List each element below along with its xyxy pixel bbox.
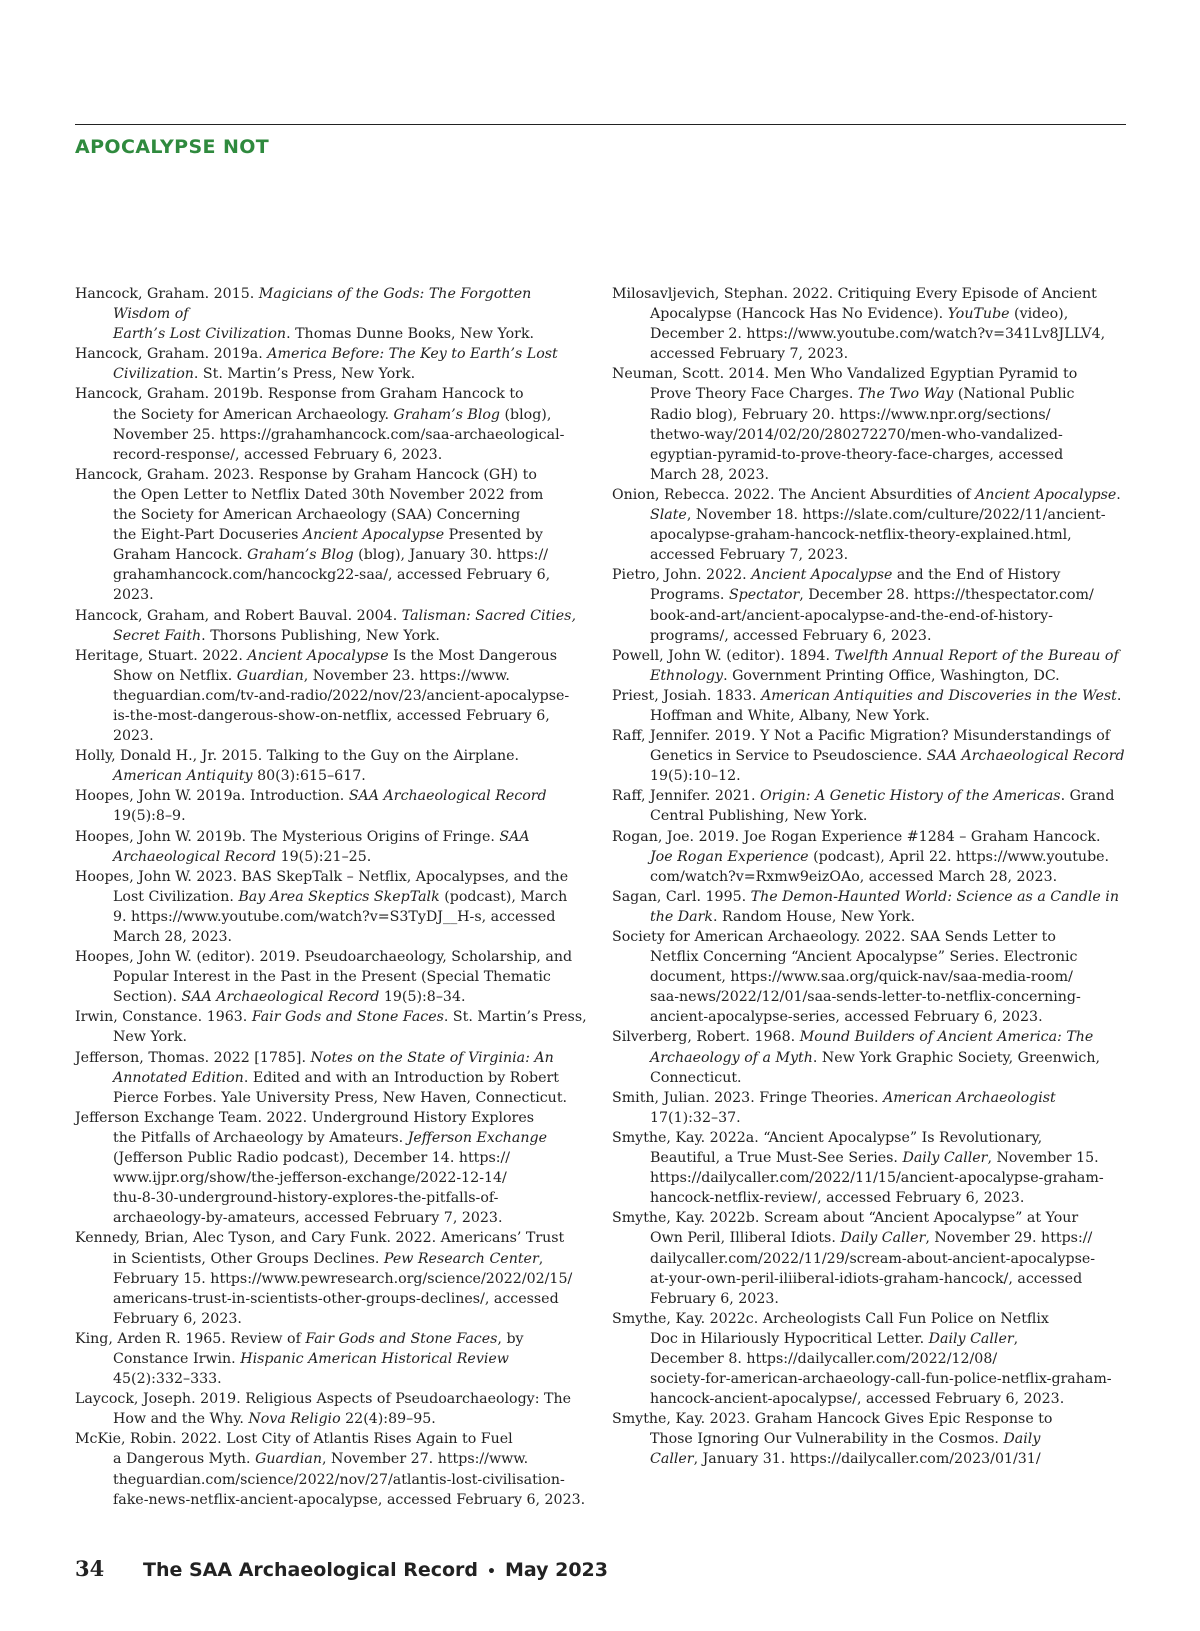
reference-title: SAA Archaeological Record <box>113 828 530 865</box>
reference-title: Bay Area Skeptics SkepTalk <box>238 888 440 905</box>
reference-text: Smith, Julian. 2023. Fringe Theories. <box>612 1089 884 1106</box>
reference-text: Hoopes, John W. 2019a. Introduction. <box>75 788 349 805</box>
reference-title: Ancient Apocalypse <box>975 486 1117 503</box>
reference-text: . St. Martin’s Press, New York. <box>193 366 416 383</box>
reference-text: 22(4):89–95. <box>340 1411 436 1428</box>
reference-text: , December 8. https://dailycaller.com/2022/12/08/ society-for-american-archaeology-call-fun-police-netflix-graham- hancock-ancient-apocalypse/, accessed February 6, 2023. <box>650 1330 1112 1408</box>
reference-text: Holly, Donald H., Jr. 2015. Talking to the Guy on the Airplane. <box>75 748 520 765</box>
reference-title: Guardian <box>255 1451 323 1468</box>
reference-title: American Antiquities and Discoveries in the West <box>761 687 1117 704</box>
reference-title: America Before: The Key to Earth’s Lost Civilization <box>113 346 558 383</box>
reference-text: (podcast), April 22. https://www.youtube. com/watch?v=Rxmw9eizOAo, accessed March 28, 2023. <box>650 848 1110 885</box>
reference-text: Onion, Rebecca. 2022. The Ancient Absurdities of <box>612 486 976 503</box>
reference-title: Joe Rogan Experience <box>650 848 809 865</box>
reference-text: Heritage, Stuart. 2022. <box>75 647 248 664</box>
reference-text: . Hoffman and White, Albany, New York. <box>650 687 1122 724</box>
reference-text: 19(5):8–9. <box>113 808 186 825</box>
reference-entry <box>75 1429 590 1509</box>
reference-title: Notes on the State of Virginia: An Annotated Edition <box>113 1049 554 1086</box>
reference-text: , February 15. https://www.pewresearch.org/science/2022/02/15/ americans-trust-in-scientists-other-groups-declines/, accessed February 6, 2023. <box>113 1250 573 1327</box>
reference-title: Guardian <box>236 667 304 684</box>
reference-entry <box>612 565 1134 645</box>
reference-entry <box>612 927 1134 1027</box>
section-title: APOCALYPSE NOT <box>75 136 270 158</box>
reference-title: SAA Archaeological Record <box>926 748 1125 765</box>
publication-title: The SAA Archaeological Record <box>143 1559 479 1581</box>
reference-text: Smythe, Kay. 2022b. Scream about “Ancient Apocalypse” at Your Own Peril, Illiberal Idiots. <box>612 1210 1079 1247</box>
reference-text: and the End of History Programs. <box>650 567 1061 604</box>
reference-text: Smythe, Kay. 2023. Graham Hancock Gives Epic Response to Those Ignoring Our Vulnerability in the Cosmos. <box>612 1411 1053 1448</box>
reference-entry <box>75 1108 590 1229</box>
reference-entry <box>612 1208 1134 1308</box>
reference-entry <box>75 786 590 826</box>
reference-text: (blog), January 30. https:// grahamhancock.com/hancockg22-saa/, accessed February 6, 2023. <box>113 547 551 604</box>
reference-entry <box>75 1007 590 1047</box>
reference-title: Origin: A Genetic History of the Americas <box>759 788 1061 805</box>
reference-title: Twelfth Annual Report of the Bureau of Ethnology <box>650 647 1119 684</box>
reference-title: Pew Research Center <box>383 1250 539 1267</box>
reference-entry <box>75 384 590 464</box>
reference-entry <box>612 1409 1134 1469</box>
reference-text: McKie, Robin. 2022. Lost City of Atlantis Rises Again to Fuel a Dangerous Myth. <box>75 1431 513 1468</box>
reference-entry <box>612 284 1134 364</box>
reference-entry <box>612 786 1134 826</box>
reference-text: Hoopes, John W. 2023. BAS SkepTalk – Netflix, Apocalypses, and the Lost Civilization. <box>75 868 569 905</box>
reference-text: Pietro, John. 2022. <box>612 567 752 584</box>
reference-text: Irwin, Constance. 1963. <box>75 1009 252 1026</box>
reference-title: American Antiquity <box>113 768 253 785</box>
reference-entry <box>612 686 1134 726</box>
reference-text: , November 23. https://www. theguardian.com/tv-and-radio/2022/nov/23/ancient-apocalypse- is-the-most-dangerous-show-on-netflix, accessed February 6, 2023. <box>113 667 570 745</box>
reference-text: Hancock, Graham. 2019a. <box>75 346 268 363</box>
reference-entry <box>75 867 590 947</box>
reference-entry <box>75 1228 590 1328</box>
reference-title: The Demon-Haunted World: Science as a Candle in the Dark <box>650 888 1119 925</box>
reference-entry <box>612 485 1134 565</box>
reference-text: Raff, Jennifer. 2021. <box>612 788 760 805</box>
reference-text: (podcast), March 9. https://www.youtube.com/watch?v=S3TyDJ__H-s, accessed March 28, 2023. <box>113 888 568 945</box>
reference-text: 19(5):8–34. <box>379 989 466 1006</box>
reference-text: 17(1):32–37. <box>650 1109 741 1126</box>
reference-entry <box>75 646 590 746</box>
reference-text: , November 29. https:// dailycaller.com/2022/11/29/scream-about-ancient-apocalypse- at-your-own-peril-iliiberal-idiots-graham-hancock/, accessed February 6, 2023. <box>650 1230 1096 1307</box>
reference-text: , November 15. https://dailycaller.com/2022/11/15/ancient-apocalypse-graham- hancock-netflix-review/, accessed February 6, 2023. <box>650 1150 1104 1207</box>
reference-title: Fair Gods and Stone Faces <box>251 1009 444 1026</box>
references-left-column <box>75 284 590 1510</box>
reference-entry <box>612 1027 1134 1087</box>
reference-text: 80(3):615–617. <box>252 768 366 785</box>
reference-entry <box>612 646 1134 686</box>
reference-entry <box>612 726 1134 786</box>
reference-text: Jefferson, Thomas. 2022 [1785]. <box>75 1049 311 1066</box>
reference-title: Daily Caller <box>650 1431 1041 1468</box>
reference-text: Hoopes, John W. 2019b. The Mysterious Origins of Fringe. <box>75 828 500 845</box>
reference-text: . New York Graphic Society, Greenwich, Connecticut. <box>650 1049 1101 1086</box>
reference-title: Ancient Apocalypse <box>247 647 389 664</box>
reference-title: Daily Caller <box>928 1330 1014 1347</box>
reference-entry <box>75 1329 590 1389</box>
reference-text: . <box>1116 486 1121 503</box>
page-number: 34 <box>75 1556 105 1581</box>
reference-text: Silverberg, Robert. 1968. <box>612 1029 800 1046</box>
reference-text: (Jefferson Public Radio podcast), December 14. https:// www.ijpr.org/show/the-jefferson-exchange/2022-12-14/ thu-8-30-underground-history-explores-the-pitfalls-of- archaeology-by-amateurs, accessed February 7, 2023. <box>113 1150 511 1227</box>
reference-text: 19(5):10–12. <box>650 768 741 785</box>
reference-entry <box>75 746 590 786</box>
reference-text: Hancock, Graham, and Robert Bauval. 2004. <box>75 607 402 624</box>
reference-title: Daily Caller <box>902 1150 988 1167</box>
reference-text: Milosavljevich, Stephan. 2022. Critiquing Every Episode of Ancient Apocalypse (Hancock Has No Evidence). <box>612 286 1097 323</box>
reference-text: , December 28. https://thespectator.com/ book-and-art/ancient-apocalypse-and-the-end-of-history- programs/, accessed February 6, 2023. <box>650 587 1094 644</box>
reference-title: Graham’s Blog <box>393 406 500 423</box>
reference-entry <box>75 606 590 646</box>
reference-text: Hancock, Graham. 2023. Response by Graham Hancock (GH) to the Open Letter to Netflix Dated 30th November 2022 from the Society for American Archaeology (SAA) Concerning the Eight-Part Docuseries <box>75 466 544 544</box>
reference-text: Neuman, Scott. 2014. Men Who Vandalized Egyptian Pyramid to Prove Theory Face Charges. <box>612 366 1078 403</box>
reference-text: Hancock, Graham. 2019b. Response from Graham Hancock to the Society for American Archaeology. <box>75 386 524 423</box>
reference-title: SAA Archaeological Record <box>348 788 547 805</box>
reference-title: Daily Caller <box>840 1230 926 1247</box>
reference-title: Talisman: Sacred Cities, Secret Faith <box>113 607 576 644</box>
reference-title: SAA Archaeological Record <box>181 989 380 1006</box>
reference-text: (National Public Radio blog), February 20. https://www.npr.org/sections/ thetwo-way/2014/02/20/280272270/men-who-vandalized- egyptian-pyramid-to-prove-theory-face-charges, accessed March 28, 2023. <box>650 386 1075 483</box>
reference-entry <box>75 284 590 344</box>
reference-text: (video), December 2. https://www.youtube.com/watch?v=341Lv8JLLV4, accessed February 7, 2023. <box>650 306 1106 363</box>
reference-title: Slate <box>650 507 687 524</box>
reference-entry <box>612 827 1134 887</box>
reference-title: Graham’s Blog <box>247 547 354 564</box>
reference-title: Hispanic American Historical Review <box>240 1350 509 1367</box>
reference-text: , January 31. https://dailycaller.com/2023/01/31/ <box>693 1451 1041 1468</box>
reference-entry <box>75 1048 590 1108</box>
reference-text: 19(5):21–25. <box>276 848 372 865</box>
issue-date: May 2023 <box>504 1559 608 1581</box>
reference-text: Laycock, Joseph. 2019. Religious Aspects of Pseudoarchaeology: The How and the Why. <box>75 1391 571 1428</box>
reference-text: Is the Most Dangerous Show on Netflix. <box>113 647 557 684</box>
reference-text: Priest, Josiah. 1833. <box>612 687 762 704</box>
reference-text: Smythe, Kay. 2022c. Archeologists Call Fun Police on Netflix Doc in Hilariously Hypocritical Letter. <box>612 1310 1049 1347</box>
reference-title: Jefferson Exchange <box>407 1129 547 1146</box>
reference-entry <box>612 887 1134 927</box>
header-rule <box>75 124 1126 125</box>
reference-text: Kennedy, Brian, Alec Tyson, and Cary Funk. 2022. Americans’ Trust in Scientists, Other Groups Declines. <box>75 1230 565 1267</box>
reference-text: Raff, Jennifer. 2019. Y Not a Pacific Migration? Misunderstandings of Genetics in Service to Pseudoscience. <box>612 728 1111 765</box>
reference-text: Jefferson Exchange Team. 2022. Underground History Explores the Pitfalls of Archaeology by Amateurs. <box>75 1109 534 1146</box>
reference-text: , November 27. https://www. theguardian.com/science/2022/nov/27/atlantis-lost-civilisation- fake-news-netflix-ancient-apocalypse, accessed February 6, 2023. <box>113 1451 586 1508</box>
reference-title: The Two Way <box>857 386 954 403</box>
reference-text: Hoopes, John W. (editor). 2019. Pseudoarchaeology, Scholarship, and Popular Interest in the Past in the Present (Special Thematic Section). <box>75 949 573 1006</box>
reference-title: Ancient Apocalypse <box>302 527 445 544</box>
reference-title: Fair Gods and Stone Faces <box>305 1330 498 1347</box>
reference-text: Rogan, Joe. 2019. Joe Rogan Experience #1284 – Graham Hancock. <box>612 828 1101 845</box>
reference-title: Ancient Apocalypse <box>751 567 893 584</box>
reference-title: YouTube <box>947 306 1010 323</box>
reference-title: American Archaeologist <box>883 1089 1056 1106</box>
reference-text: , by Constance Irwin. <box>113 1330 524 1367</box>
reference-text: . St. Martin’s Press, New York. <box>113 1009 587 1046</box>
reference-text: . Thorsons Publishing, New York. <box>201 627 440 644</box>
reference-entry <box>75 827 590 867</box>
reference-title: Magicians of the Gods: The Forgotten Wisdom of Earth’s Lost Civilization <box>113 286 532 343</box>
reference-text: Powell, John W. (editor). 1894. <box>612 647 835 664</box>
reference-text: Society for American Archaeology. 2022. SAA Sends Letter to Netflix Concerning “Ancient Apocalypse” Series. Electronic document, https://www.saa.org/quick-nav/saa-media-room/ saa-news/2022/12/01/saa-sends-letter-to-netflix-concerning- ancient-apocalypse-series, accessed February 6, 2023. <box>612 929 1081 1026</box>
reference-text: Sagan, Carl. 1995. <box>612 888 751 905</box>
reference-text: . Thomas Dunne Books, New York. <box>286 326 535 343</box>
reference-title: Spectator <box>728 587 800 604</box>
reference-text: Presented by Graham Hancock. <box>113 527 543 564</box>
reference-text: Smythe, Kay. 2022a. “Ancient Apocalypse” Is Revolutionary, Beautiful, a True Must-See Series. <box>612 1129 1043 1167</box>
reference-entry <box>612 1309 1134 1409</box>
reference-entry <box>612 1088 1134 1128</box>
reference-text: . Random House, New York. <box>712 908 915 925</box>
reference-entry <box>612 1128 1134 1208</box>
reference-title: Mound Builders of Ancient America: The Archaeology of a Myth <box>650 1029 1094 1066</box>
reference-entry <box>75 947 590 1007</box>
page-footer <box>75 1556 608 1581</box>
reference-entry <box>75 465 590 606</box>
reference-text: King, Arden R. 1965. Review of <box>75 1330 306 1347</box>
reference-text: , November 18. https://slate.com/culture/2022/11/ancient- apocalypse-graham-hancock-netflix-theory-explained.html, accessed February 7, 2023. <box>650 507 1106 564</box>
reference-entry <box>75 344 590 384</box>
references-right-column <box>612 284 1134 1470</box>
reference-text: . Government Printing Office, Washington, DC. <box>723 667 1060 684</box>
reference-text: . Grand Central Publishing, New York. <box>650 788 1115 825</box>
reference-entry <box>75 1389 590 1429</box>
reference-title: Nova Religio <box>248 1411 341 1428</box>
reference-text: (blog), November 25. https://grahamhancock.com/saa-archaeological- record-response/, accessed February 6, 2023. <box>113 406 565 463</box>
reference-text: 45(2):332–333. <box>113 1371 222 1388</box>
reference-text: Hancock, Graham. 2015. <box>75 286 259 302</box>
footer-separator: • <box>487 1564 496 1580</box>
reference-text: . Edited and with an Introduction by Robert Pierce Forbes. Yale University Press, New Haven, Connecticut. <box>113 1069 568 1106</box>
reference-entry <box>612 364 1134 485</box>
